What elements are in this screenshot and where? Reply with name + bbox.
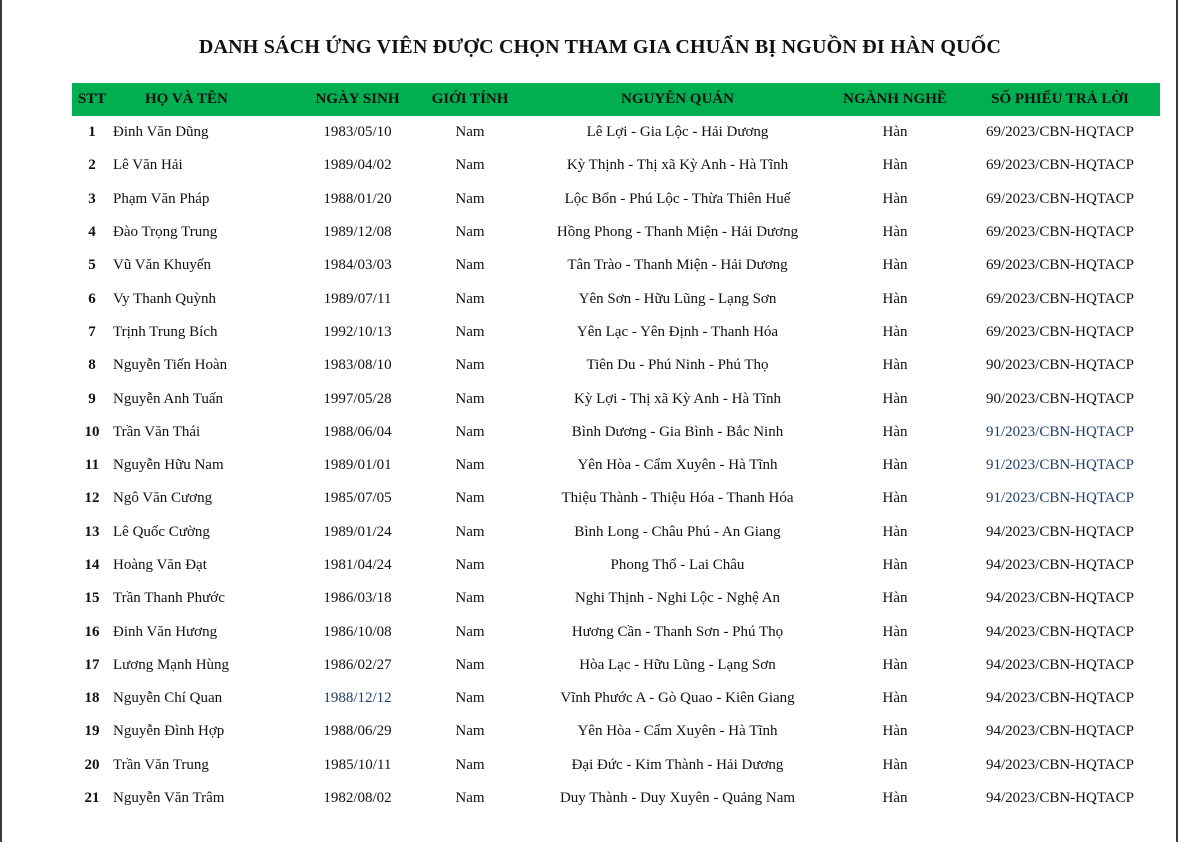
cell-name: Đinh Văn Hương bbox=[113, 623, 218, 640]
cell-job: Hàn bbox=[882, 190, 908, 207]
col-header-dob: NGÀY SINH bbox=[315, 91, 400, 107]
cell-ref: 69/2023/CBN-HQTACP bbox=[986, 323, 1134, 340]
cell-job: Hàn bbox=[882, 357, 908, 374]
cell-dob: 1985/10/11 bbox=[323, 756, 392, 773]
cell-stt: 10 bbox=[84, 423, 100, 440]
cell-ref: 94/2023/CBN-HQTACP bbox=[986, 723, 1134, 740]
table-row bbox=[72, 649, 1160, 682]
cell-dob: 1986/03/18 bbox=[323, 590, 392, 607]
cell-origin: Yên Sơn - Hữu Lũng - Lạng Sơn bbox=[578, 290, 777, 307]
cell-origin: Yên Hòa - Cẩm Xuyên - Hà Tĩnh bbox=[577, 723, 778, 740]
table-row bbox=[72, 749, 1160, 782]
table-row bbox=[72, 216, 1160, 249]
cell-dob: 1988/01/20 bbox=[323, 190, 392, 207]
cell-job: Hàn bbox=[882, 756, 908, 773]
cell-job: Hàn bbox=[882, 790, 908, 807]
cell-dob: 1988/06/29 bbox=[323, 723, 392, 740]
table-row bbox=[72, 516, 1160, 549]
table-row bbox=[72, 149, 1160, 182]
cell-job: Hàn bbox=[882, 490, 908, 507]
cell-job: Hàn bbox=[882, 723, 908, 740]
cell-name: Vy Thanh Quỳnh bbox=[113, 290, 217, 307]
cell-sex: Nam bbox=[455, 490, 485, 507]
cell-origin: Kỳ Thịnh - Thị xã Kỳ Anh - Hà Tĩnh bbox=[566, 157, 789, 174]
cell-ref: 90/2023/CBN-HQTACP bbox=[986, 357, 1134, 374]
cell-name: Nguyễn Chí Quan bbox=[113, 690, 223, 707]
cell-stt: 20 bbox=[84, 756, 100, 773]
table-row bbox=[72, 349, 1160, 382]
cell-ref: 94/2023/CBN-HQTACP bbox=[986, 623, 1134, 640]
cell-dob: 1982/08/02 bbox=[323, 790, 392, 807]
cell-name: Nguyễn Hữu Nam bbox=[113, 457, 224, 474]
cell-origin: Lê Lợi - Gia Lộc - Hải Dương bbox=[586, 124, 769, 141]
cell-ref: 91/2023/CBN-HQTACP bbox=[986, 423, 1134, 440]
table-row bbox=[72, 549, 1160, 582]
cell-ref: 69/2023/CBN-HQTACP bbox=[986, 124, 1134, 141]
cell-stt: 19 bbox=[84, 723, 100, 740]
cell-stt: 13 bbox=[84, 523, 100, 540]
col-header-sex: GIỚI TÍNH bbox=[431, 91, 509, 107]
cell-stt: 14 bbox=[84, 557, 100, 573]
table-row bbox=[72, 615, 1160, 648]
cell-dob: 1992/10/13 bbox=[323, 323, 392, 340]
cell-sex: Nam bbox=[455, 457, 485, 474]
cell-sex: Nam bbox=[455, 290, 485, 307]
cell-name: Phạm Văn Pháp bbox=[113, 190, 210, 207]
table-row bbox=[72, 449, 1160, 482]
cell-origin: Tân Trào - Thanh Miện - Hải Dương bbox=[567, 257, 788, 274]
cell-sex: Nam bbox=[455, 224, 485, 241]
cell-name: Lê Quốc Cường bbox=[113, 523, 210, 540]
cell-name: Lương Mạnh Hùng bbox=[113, 656, 230, 673]
cell-dob: 1983/05/10 bbox=[323, 124, 392, 141]
cell-ref: 90/2023/CBN-HQTACP bbox=[986, 390, 1134, 407]
cell-origin: Thiệu Thành - Thiệu Hóa - Thanh Hóa bbox=[561, 490, 794, 507]
cell-sex: Nam bbox=[455, 790, 485, 807]
cell-origin: Nghi Thịnh - Nghi Lộc - Nghệ An bbox=[574, 590, 781, 607]
col-header-stt: STT bbox=[77, 91, 107, 107]
cell-stt: 9 bbox=[88, 390, 96, 407]
cell-job: Hàn bbox=[882, 157, 908, 174]
table-row bbox=[72, 782, 1160, 815]
cell-dob: 1984/03/03 bbox=[323, 257, 392, 274]
table-row bbox=[72, 682, 1160, 715]
cell-stt: 8 bbox=[88, 357, 96, 374]
cell-sex: Nam bbox=[455, 723, 485, 740]
cell-name: Ngô Văn Cương bbox=[113, 490, 213, 507]
cell-stt: 4 bbox=[88, 224, 96, 241]
cell-origin: Kỳ Lợi - Thị xã Kỳ Anh - Hà Tĩnh bbox=[574, 390, 781, 407]
cell-stt: 2 bbox=[88, 157, 96, 174]
cell-dob: 1989/01/01 bbox=[323, 457, 392, 474]
cell-sex: Nam bbox=[455, 656, 485, 673]
cell-stt: 21 bbox=[84, 790, 100, 807]
table-row bbox=[72, 116, 1160, 149]
cell-job: Hàn bbox=[882, 390, 908, 407]
cell-dob: 1988/06/04 bbox=[323, 423, 392, 440]
cell-sex: Nam bbox=[455, 690, 485, 707]
cell-job: Hàn bbox=[882, 457, 908, 474]
table-body bbox=[72, 116, 1160, 815]
cell-job: Hàn bbox=[882, 290, 908, 307]
cell-ref: 94/2023/CBN-HQTACP bbox=[986, 590, 1134, 607]
cell-job: Hàn bbox=[882, 257, 908, 274]
cell-origin: Yên Hòa - Cẩm Xuyên - Hà Tĩnh bbox=[577, 457, 778, 474]
cell-stt: 12 bbox=[84, 490, 100, 507]
cell-ref: 94/2023/CBN-HQTACP bbox=[986, 656, 1134, 673]
cell-origin: Hương Cần - Thanh Sơn - Phú Thọ bbox=[571, 623, 784, 640]
cell-sex: Nam bbox=[455, 623, 485, 640]
table-row bbox=[72, 416, 1160, 449]
cell-ref: 94/2023/CBN-HQTACP bbox=[986, 790, 1134, 807]
cell-dob: 1989/12/08 bbox=[323, 224, 392, 241]
cell-sex: Nam bbox=[455, 190, 485, 207]
cell-stt: 16 bbox=[84, 623, 100, 640]
cell-stt: 18 bbox=[84, 690, 100, 707]
cell-dob: 1988/12/12 bbox=[323, 690, 392, 707]
cell-name: Trần Văn Trung bbox=[113, 756, 209, 773]
cell-job: Hàn bbox=[882, 690, 908, 707]
cell-ref: 94/2023/CBN-HQTACP bbox=[986, 690, 1134, 707]
table-row bbox=[72, 249, 1160, 282]
cell-sex: Nam bbox=[455, 323, 485, 340]
cell-sex: Nam bbox=[455, 157, 485, 174]
cell-name: Vũ Văn Khuyến bbox=[113, 257, 212, 274]
cell-name: Trần Văn Thái bbox=[113, 423, 201, 440]
col-header-name: HỌ VÀ TÊN bbox=[145, 91, 228, 107]
cell-name: Đào Trọng Trung bbox=[113, 224, 218, 241]
cell-origin: Hồng Phong - Thanh Miện - Hải Dương bbox=[556, 224, 799, 241]
candidate-table bbox=[72, 83, 1160, 815]
cell-sex: Nam bbox=[455, 257, 485, 274]
cell-ref: 69/2023/CBN-HQTACP bbox=[986, 290, 1134, 307]
cell-ref: 94/2023/CBN-HQTACP bbox=[986, 523, 1134, 540]
cell-sex: Nam bbox=[455, 590, 485, 607]
cell-stt: 3 bbox=[88, 190, 96, 207]
cell-stt: 7 bbox=[88, 323, 96, 340]
cell-job: Hàn bbox=[882, 523, 908, 540]
cell-origin: Tiên Du - Phú Ninh - Phú Thọ bbox=[586, 357, 769, 374]
cell-sex: Nam bbox=[455, 557, 485, 573]
cell-name: Trịnh Trung Bích bbox=[113, 323, 218, 340]
cell-origin: Bình Long - Châu Phú - An Giang bbox=[574, 523, 781, 540]
cell-stt: 11 bbox=[84, 457, 100, 474]
table-row bbox=[72, 715, 1160, 748]
cell-job: Hàn bbox=[882, 423, 908, 440]
cell-dob: 1985/07/05 bbox=[323, 490, 392, 507]
cell-name: Đinh Văn Dũng bbox=[113, 124, 209, 141]
table-header-row bbox=[72, 83, 1160, 116]
cell-name: Nguyễn Anh Tuấn bbox=[113, 390, 224, 407]
table-row bbox=[72, 183, 1160, 216]
cell-name: Hoàng Văn Đạt bbox=[113, 557, 207, 573]
col-header-origin: NGUYÊN QUÁN bbox=[621, 91, 734, 107]
cell-origin: Duy Thành - Duy Xuyên - Quảng Nam bbox=[559, 790, 796, 807]
cell-job: Hàn bbox=[882, 590, 908, 607]
cell-job: Hàn bbox=[882, 224, 908, 241]
cell-stt: 1 bbox=[88, 124, 96, 141]
cell-stt: 17 bbox=[84, 656, 100, 673]
cell-origin: Bình Dương - Gia Bình - Bắc Ninh bbox=[571, 423, 784, 440]
cell-sex: Nam bbox=[455, 423, 485, 440]
cell-dob: 1986/10/08 bbox=[323, 623, 392, 640]
cell-job: Hàn bbox=[882, 656, 908, 673]
cell-ref: 69/2023/CBN-HQTACP bbox=[986, 190, 1134, 207]
cell-origin: Đại Đức - Kim Thành - Hải Dương bbox=[571, 756, 784, 773]
cell-sex: Nam bbox=[455, 124, 485, 141]
cell-origin: Vĩnh Phước A - Gò Quao - Kiên Giang bbox=[560, 690, 795, 707]
cell-dob: 1989/07/11 bbox=[323, 290, 392, 307]
table-row bbox=[72, 582, 1160, 615]
cell-dob: 1989/01/24 bbox=[323, 523, 392, 540]
cell-dob: 1997/05/28 bbox=[323, 390, 392, 407]
cell-name: Lê Văn Hải bbox=[113, 157, 183, 174]
cell-job: Hàn bbox=[882, 557, 908, 573]
cell-dob: 1981/04/24 bbox=[323, 557, 392, 573]
table-row bbox=[72, 316, 1160, 349]
cell-job: Hàn bbox=[882, 623, 908, 640]
cell-name: Trần Thanh Phước bbox=[113, 590, 225, 607]
cell-ref: 69/2023/CBN-HQTACP bbox=[986, 257, 1134, 274]
cell-sex: Nam bbox=[455, 523, 485, 540]
cell-job: Hàn bbox=[882, 124, 908, 141]
cell-stt: 6 bbox=[88, 290, 96, 307]
cell-sex: Nam bbox=[455, 756, 485, 773]
cell-ref: 69/2023/CBN-HQTACP bbox=[986, 157, 1134, 174]
cell-origin: Yên Lạc - Yên Định - Thanh Hóa bbox=[576, 323, 779, 340]
table-row bbox=[72, 482, 1160, 515]
cell-origin: Hòa Lạc - Hữu Lũng - Lạng Sơn bbox=[579, 656, 776, 673]
cell-ref: 91/2023/CBN-HQTACP bbox=[986, 490, 1134, 507]
cell-name: Nguyễn Tiến Hoàn bbox=[113, 357, 228, 374]
cell-name: Nguyễn Văn Trâm bbox=[113, 790, 225, 807]
cell-origin: Phong Thổ - Lai Châu bbox=[610, 557, 745, 573]
cell-ref: 69/2023/CBN-HQTACP bbox=[986, 224, 1134, 241]
table-row bbox=[72, 282, 1160, 315]
cell-ref: 91/2023/CBN-HQTACP bbox=[986, 457, 1134, 474]
table-row bbox=[72, 382, 1160, 415]
cell-origin: Lộc Bổn - Phú Lộc - Thừa Thiên Huế bbox=[564, 190, 791, 207]
cell-dob: 1989/04/02 bbox=[323, 157, 392, 174]
cell-ref: 94/2023/CBN-HQTACP bbox=[986, 756, 1134, 773]
cell-name: Nguyễn Đình Hợp bbox=[113, 723, 225, 740]
cell-sex: Nam bbox=[455, 390, 485, 407]
cell-stt: 15 bbox=[84, 590, 100, 607]
page-title: DANH SÁCH ỨNG VIÊN ĐƯỢC CHỌN THAM GIA CHUẨN BỊ NGUỒN ĐI HÀN QUỐC bbox=[198, 36, 1002, 58]
cell-dob: 1983/08/10 bbox=[323, 357, 392, 374]
cell-sex: Nam bbox=[455, 357, 485, 374]
cell-dob: 1986/02/27 bbox=[323, 656, 392, 673]
col-header-ref: SỐ PHIẾU TRẢ LỜI bbox=[991, 91, 1129, 107]
cell-job: Hàn bbox=[882, 323, 908, 340]
cell-stt: 5 bbox=[88, 257, 96, 274]
col-header-job: NGÀNH NGHỀ bbox=[843, 91, 947, 107]
cell-ref: 94/2023/CBN-HQTACP bbox=[986, 557, 1134, 573]
